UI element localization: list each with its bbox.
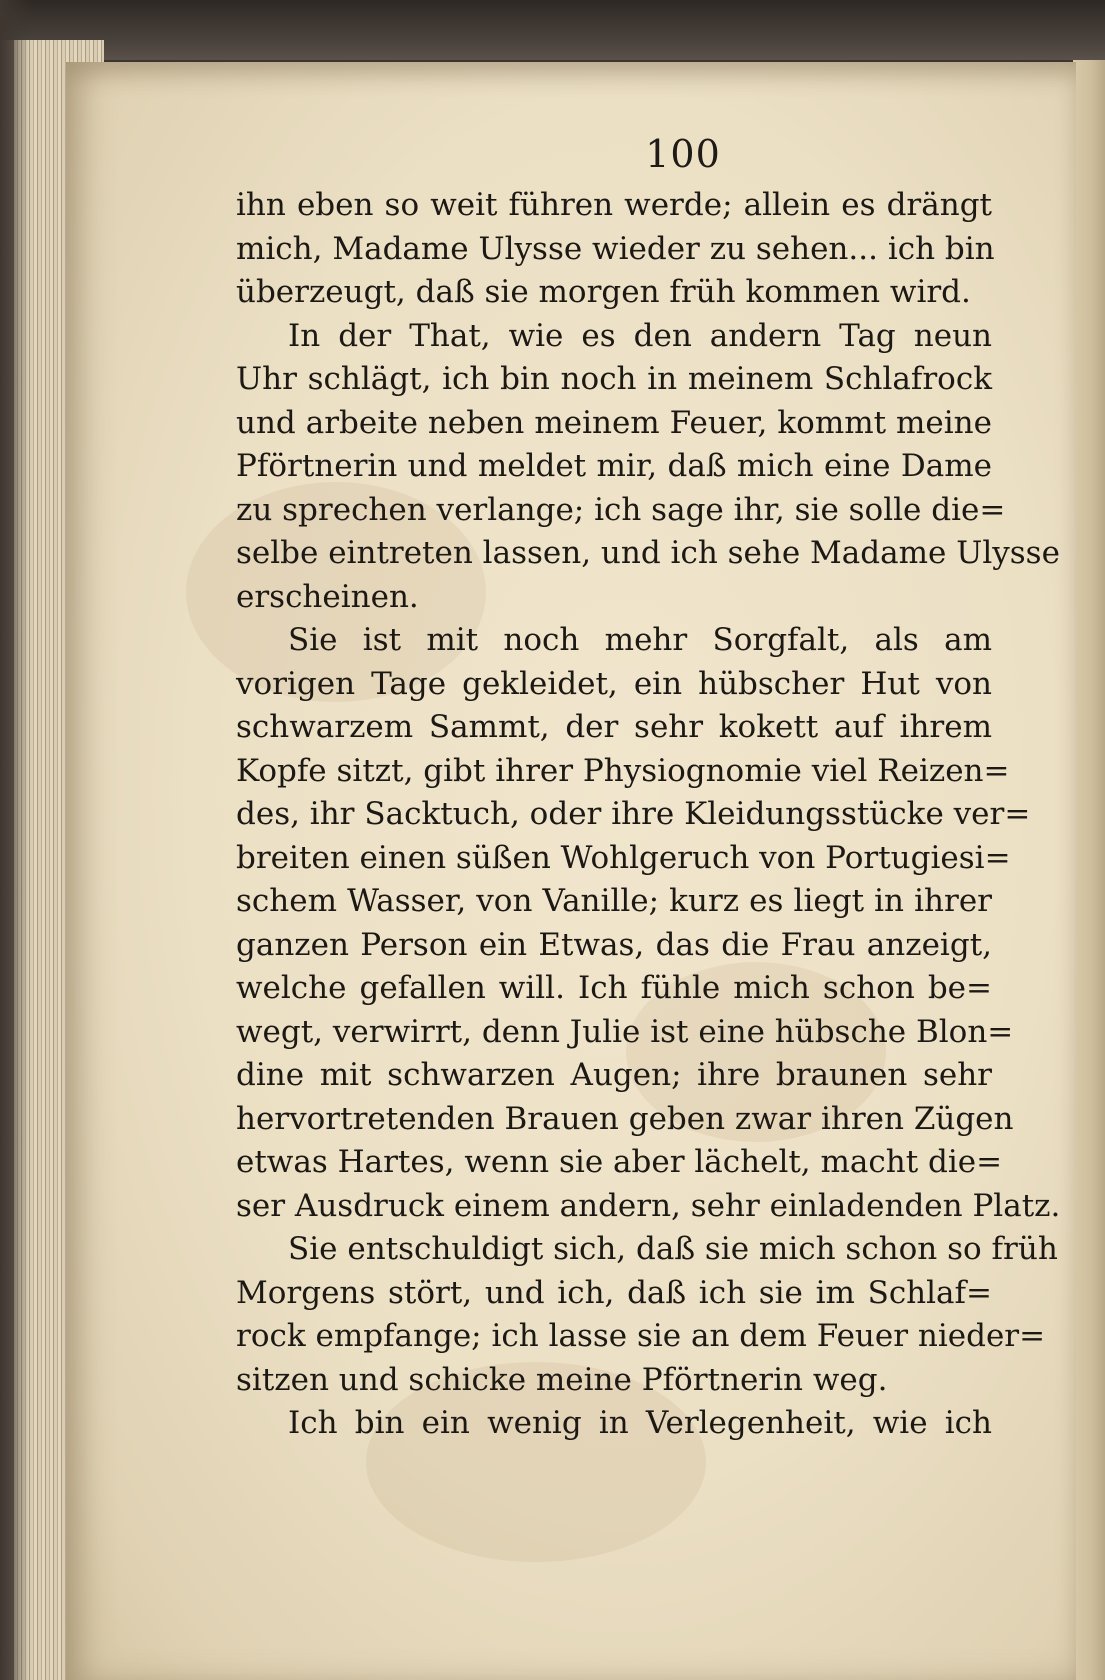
text-line: Ich bin ein wenig in Verlegenheit, wie ich — [288, 1405, 992, 1441]
text-line: breiten einen süßen Wohlgeruch von Portugiesi= — [236, 839, 1011, 876]
text-line: In der That, wie es den andern Tag neun — [288, 317, 992, 354]
text-line: Sie entschuldigt sich, daß sie mich schon so früh — [288, 1231, 1058, 1267]
text-line: Kopfe sitzt, gibt ihrer Physiognomie viel Reizen= — [236, 752, 1010, 789]
page-number: 100 — [645, 132, 721, 176]
text-line: vorigen Tage gekleidet, ein hübscher Hut von — [236, 665, 992, 702]
text-line: ser Ausdruck einem andern, sehr einladenden Platz. — [236, 1187, 1061, 1224]
spine-shadow — [0, 0, 30, 1680]
text-line: rock empfange; ich lasse sie an dem Feuer nieder= — [236, 1318, 1046, 1354]
text-line: schwarzem Sammt, der sehr kokett auf ihrem — [236, 709, 992, 745]
text-line: des, ihr Sacktuch, oder ihre Kleidungsstücke ver= — [236, 796, 1031, 832]
text-line: schem Wasser, von Vanille; kurz es liegt in ihrer — [236, 883, 992, 919]
book-cover-edge — [0, 0, 1105, 60]
text-line: überzeugt, daß sie morgen früh kommen wird. — [236, 274, 971, 310]
text-line: sitzen und schicke meine Pförtnerin weg. — [236, 1361, 888, 1398]
page-right-edge — [1073, 60, 1105, 1680]
text-line: welche gefallen will. Ich fühle mich schon be= — [236, 970, 992, 1006]
text-line: Pförtnerin und meldet mir, daß mich eine Dame — [236, 448, 992, 484]
text-line: zu sprechen verlange; ich sage ihr, sie solle die= — [236, 491, 1006, 528]
page-text — [236, 184, 1061, 1446]
text-line: und arbeite neben meinem Feuer, kommt meine — [236, 404, 992, 441]
text-line: Uhr schlägt, ich bin noch in meinem Schlafrock — [236, 361, 992, 397]
text-line: ganzen Person ein Etwas, das die Frau anzeigt, — [236, 926, 992, 963]
text-line: ihn eben so weit führen werde; allein es drängt — [236, 187, 992, 223]
text-line: dine mit schwarzen Augen; ihre braunen sehr — [236, 1057, 992, 1093]
text-line: wegt, verwirrt, denn Julie ist eine hübsche Blon= — [236, 1013, 1014, 1050]
text-line: Morgens stört, und ich, daß ich sie im Schlaf= — [236, 1274, 992, 1311]
book-page — [66, 62, 1076, 1680]
text-line: selbe eintreten lassen, und ich sehe Madame Ulysse — [236, 535, 1060, 571]
text-line: etwas Hartes, wenn sie aber lächelt, macht die= — [236, 1144, 1003, 1180]
text-line: hervortretenden Brauen geben zwar ihren Zügen — [236, 1100, 1014, 1137]
text-line: erscheinen. — [236, 578, 419, 615]
text-line: Sie ist mit noch mehr Sorgfalt, als am — [288, 622, 992, 658]
text-line: mich, Madame Ulysse wieder zu sehen... ich bin — [236, 230, 995, 267]
